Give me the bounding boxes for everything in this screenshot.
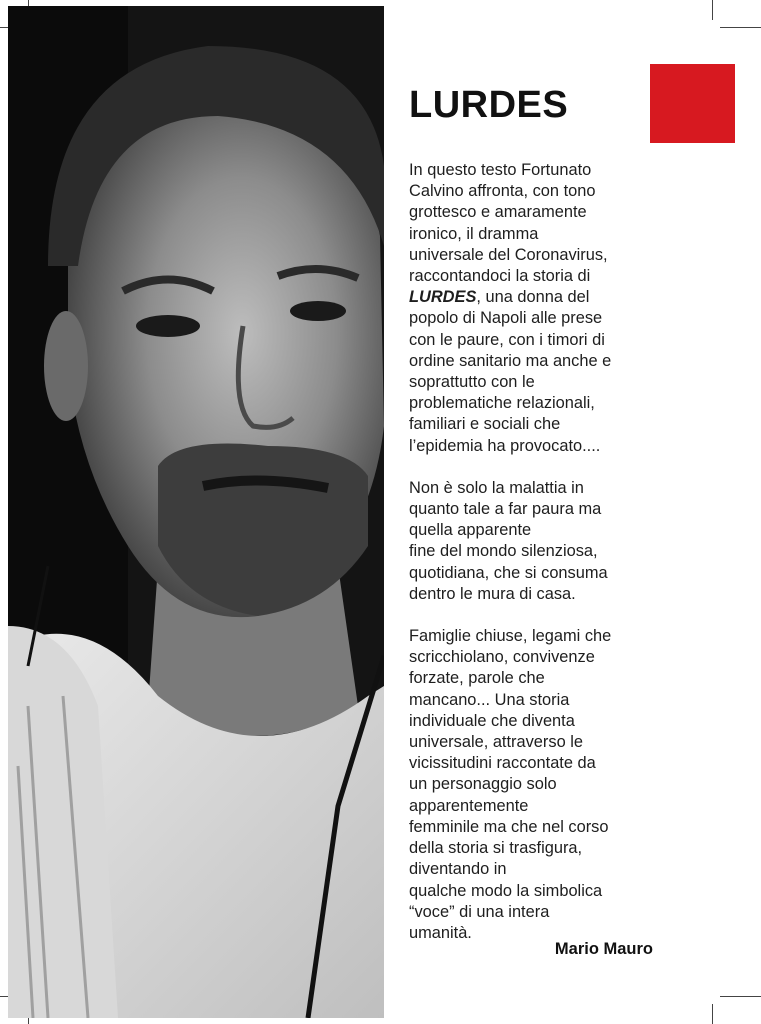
text-line: soprattutto con le — [409, 373, 535, 392]
text-line: universale, attraverso le — [409, 733, 584, 752]
text-line: fine del mondo silenziosa, — [409, 542, 598, 561]
text-line: Non è solo la malattia in — [409, 478, 584, 497]
text-line: un personaggio solo — [409, 775, 557, 794]
text-line: quotidiana, che si consuma — [409, 563, 608, 582]
crop-mark-top-right-h — [720, 27, 761, 28]
text-line: qualche modo la simbolica — [409, 881, 603, 900]
text-line: “voce” di una intera — [409, 902, 550, 921]
crop-mark-bottom-right-v — [712, 1004, 713, 1024]
text-line: popolo di Napoli alle prese — [409, 309, 603, 328]
body-text — [409, 160, 661, 965]
text-line: femminile ma che nel corso — [409, 817, 609, 836]
text-line: universale del Coronavirus, — [409, 245, 608, 264]
title-emphasis: LURDES — [409, 288, 477, 307]
portrait-photo — [8, 6, 384, 1018]
portrait-illustration — [8, 6, 384, 1018]
text-line: vicissitudini raccontate da — [409, 754, 596, 773]
text-line: diventando in — [409, 860, 507, 879]
text-line: Famiglie chiuse, legami che — [409, 627, 612, 646]
crop-mark-bottom-right-h — [720, 996, 761, 997]
text-line: problematiche relazionali, — [409, 394, 595, 413]
paragraph-1 — [409, 160, 661, 457]
crop-mark-top-right-v — [712, 0, 713, 20]
text-line: della storia si trasfigura, — [409, 839, 583, 858]
text-line: familiari e sociali che — [409, 415, 561, 434]
text-line: scricchiolano, convivenze — [409, 648, 595, 667]
text-line: umanità. — [409, 923, 472, 942]
text-line: raccontandoci la storia di — [409, 267, 591, 286]
text-line: quella apparente — [409, 521, 532, 540]
text-line: forzate, parole che — [409, 669, 545, 688]
text-line: Calvino affronta, con tono — [409, 182, 596, 201]
text-line: dentro le mura di casa. — [409, 584, 576, 603]
paragraph-3 — [409, 626, 661, 944]
text-line-with-emphasis — [409, 287, 661, 308]
text-line: l’epidemia ha provocato.... — [409, 436, 601, 455]
author-name: Mario Mauro — [554, 940, 653, 958]
text-line: quanto tale a far paura ma — [409, 500, 602, 519]
text-line: grottesco e amaramente — [409, 203, 587, 222]
text-line: mancano... Una storia — [409, 690, 570, 709]
text-line: ironico, il dramma — [409, 224, 539, 243]
text-line-rest: , una donna del — [476, 288, 590, 307]
text-line: In questo testo Fortunato — [409, 161, 592, 179]
paragraph-2 — [409, 478, 661, 605]
text-line: individuale che diventa — [409, 711, 575, 730]
text-line: con le paure, con i timori di — [409, 330, 605, 349]
accent-square — [650, 64, 735, 143]
text-line: ordine sanitario ma anche e — [409, 351, 612, 370]
text-line: apparentemente — [409, 796, 529, 815]
page-title: LURDES — [409, 84, 569, 126]
